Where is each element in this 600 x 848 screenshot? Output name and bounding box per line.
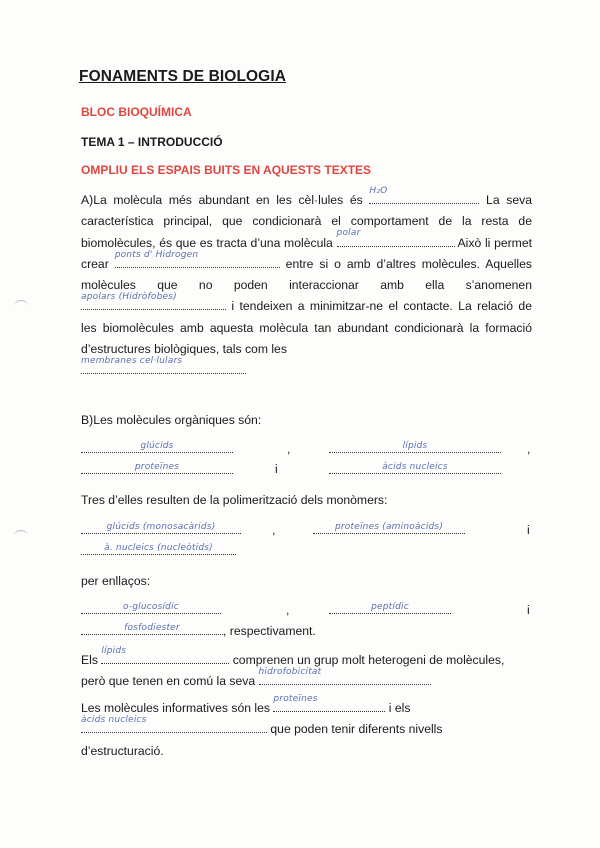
blank-molecule-type bbox=[336, 228, 455, 246]
section-a-text: entre si o amb d’altres molècules. Aquelles molècules que no poden interaccionar amb ella s’anomenen bbox=[81, 256, 533, 293]
section-a-text: La seva característica principal, que condicionarà el comportament de la resta de biomolècules, és que es tracta d’una molècula bbox=[81, 193, 532, 250]
punch-hole-mark bbox=[14, 530, 28, 541]
informative-text: d’estructuració. bbox=[81, 743, 164, 758]
blank-hydrophobic bbox=[81, 292, 226, 310]
section-b-intro: B)Les molècules orgàniques són: bbox=[81, 413, 262, 427]
blank-informative-2 bbox=[81, 715, 267, 733]
polymer-row-1 bbox=[81, 521, 241, 537]
handwritten-answer: lípids bbox=[101, 645, 127, 656]
blank-organic-1 bbox=[81, 440, 233, 453]
lipids-paragraph bbox=[81, 645, 532, 693]
blank-lipids bbox=[101, 645, 229, 664]
blank-organic-4 bbox=[329, 461, 501, 474]
bond-row-1 bbox=[81, 601, 221, 617]
handwritten-answer: àcids nucleics bbox=[81, 715, 147, 725]
handwritten-answer: proteïnes bbox=[273, 693, 318, 704]
separator: , bbox=[286, 603, 290, 617]
separator: , bbox=[272, 523, 276, 537]
handwritten-answer: hidrofobicitat bbox=[258, 667, 322, 677]
handwritten-answer: polar bbox=[336, 228, 361, 239]
blank-organic-3 bbox=[81, 461, 233, 474]
polymer-row-2 bbox=[81, 542, 236, 558]
blank-most-abundant-molecule bbox=[369, 185, 479, 204]
bond-row-2 bbox=[81, 622, 316, 638]
section-a-text: i tendeixen a minimitzar-ne el contacte. La relació de les biomolècules amb aquesta molècula tan abundant condicionarà la formació d’estructures biològiques, tals com les bbox=[81, 299, 532, 357]
blank-polymer-1 bbox=[81, 521, 241, 534]
blank-structures bbox=[81, 356, 246, 374]
bond-row-1b bbox=[329, 601, 451, 617]
separator: , bbox=[527, 442, 531, 456]
handwritten-answer: fosfodiester bbox=[124, 623, 180, 634]
bonds-intro: per enllaços: bbox=[81, 574, 151, 588]
blank-organic-2 bbox=[329, 440, 501, 453]
handwritten-answer: peptídic bbox=[371, 602, 409, 613]
section-a-text: Això li permet crear bbox=[81, 235, 532, 271]
blank-bond-2 bbox=[329, 601, 451, 614]
handwritten-answer: proteïnes (aminoàcids) bbox=[334, 522, 444, 533]
blank-informative-1 bbox=[273, 693, 385, 712]
blank-bond-1 bbox=[81, 601, 221, 614]
lipids-text: però que tenen en comú la seva bbox=[81, 674, 259, 689]
blank-polymer-3 bbox=[81, 542, 236, 555]
blank-bonds bbox=[114, 249, 280, 268]
punch-hole-mark bbox=[14, 300, 28, 311]
handwritten-answer: ponts d' Hidrogen bbox=[114, 249, 199, 260]
handwritten-answer: glúcids (monosacàrids) bbox=[106, 522, 216, 533]
bloc-heading: BLOC BIOQUÍMICA bbox=[81, 105, 192, 119]
separator: i bbox=[527, 523, 530, 537]
respectivament-text: , respectivament. bbox=[223, 624, 316, 639]
handwritten-answer: membranes cel·lulars bbox=[81, 356, 183, 367]
handwritten-answer: proteïnes bbox=[134, 462, 180, 473]
handwritten-answer: H₂O bbox=[369, 185, 388, 196]
informative-text: i els bbox=[385, 701, 411, 715]
organic-molecules-row-1b bbox=[329, 440, 501, 456]
lipids-text: Els bbox=[81, 653, 102, 667]
document-title: FONAMENTS DE BIOLOGIA bbox=[79, 68, 287, 85]
lipids-text: comprenen un grup molt heterogeni de molècules, bbox=[229, 653, 505, 667]
instruction-heading: OMPLIU ELS ESPAIS BUITS EN AQUESTS TEXTES bbox=[81, 163, 372, 177]
blank-polymer-2 bbox=[313, 521, 465, 534]
tema-heading: TEMA 1 – INTRODUCCIÓ bbox=[81, 135, 223, 149]
polymer-row-1b bbox=[313, 521, 465, 537]
section-a-text: A)La molècula més abundant en les cèl·lules és bbox=[81, 193, 370, 207]
handwritten-answer: àcids nucleics bbox=[382, 462, 448, 473]
section-a-paragraph bbox=[81, 185, 533, 382]
separator: i bbox=[527, 603, 530, 617]
polymerization-intro: Tres d’elles resulten de la polimerització dels monòmers: bbox=[81, 493, 388, 507]
handwritten-answer: o-glucosídic bbox=[123, 602, 179, 613]
informative-text: que poden tenir diferents nivells bbox=[267, 722, 443, 737]
separator: , bbox=[287, 442, 291, 456]
blank-common-property bbox=[258, 667, 431, 685]
handwritten-answer: glúcids bbox=[140, 441, 174, 452]
organic-molecules-row-2b bbox=[329, 461, 501, 477]
organic-molecules-row-1 bbox=[81, 440, 233, 456]
informative-text: Les molècules informatives són les bbox=[81, 701, 274, 715]
handwritten-answer: apolars (Hidròfobes) bbox=[81, 292, 177, 303]
organic-molecules-row-2 bbox=[81, 461, 233, 477]
separator: i bbox=[275, 462, 278, 476]
handwritten-answer: lípids bbox=[402, 441, 428, 452]
handwritten-answer: à. nucleics (nucleòtids) bbox=[104, 543, 213, 554]
blank-bond-3 bbox=[81, 622, 223, 635]
informative-molecules-paragraph bbox=[81, 693, 532, 762]
